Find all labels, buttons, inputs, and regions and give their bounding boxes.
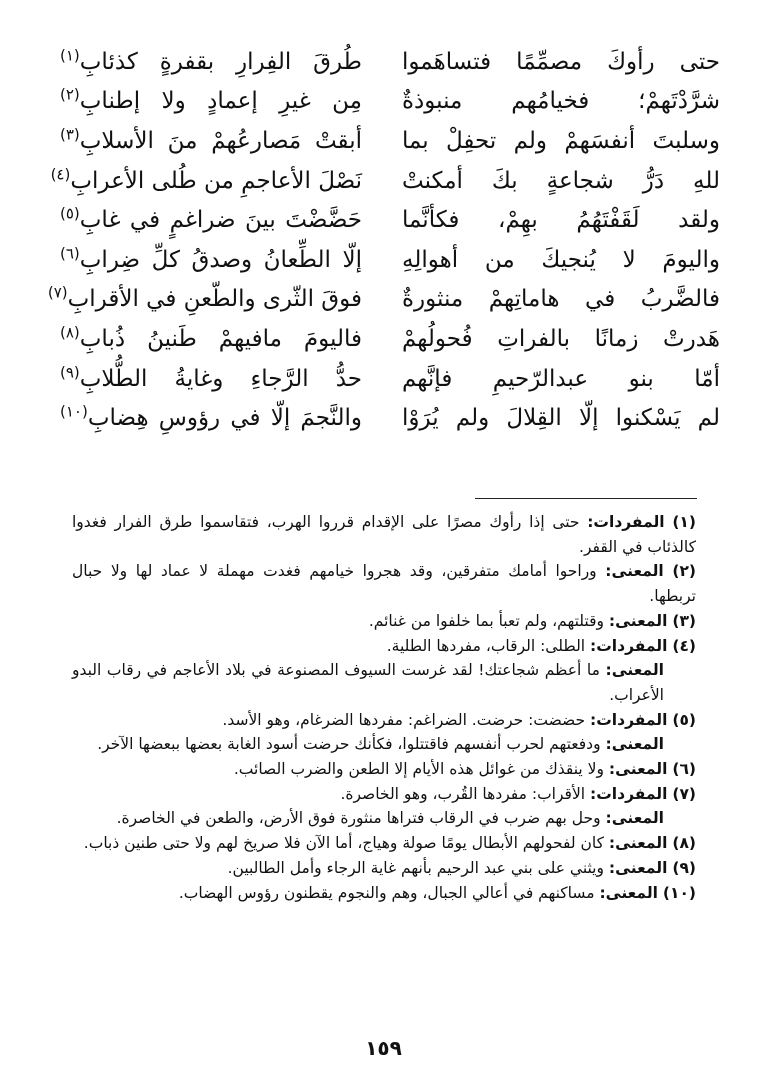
footnote-text: حضضت: حرضت. الضراغم: مفردها الضرغام، وهو الأسد. — [222, 710, 586, 729]
footnote — [72, 708, 696, 733]
verse-10-first-hemistich: لم يَسْكنوا إلّا القِلالَ ولم يُرَوْا — [402, 405, 720, 432]
poem — [47, 42, 720, 438]
verse-5-first-hemistich: ولقد لَقَفْتَهُمُ بهِمْ، فكأنَّما — [402, 207, 720, 234]
footnote — [72, 782, 696, 807]
footnote — [72, 559, 696, 608]
footnote — [72, 881, 696, 906]
verse-1 — [60, 42, 720, 82]
verse-6-second-hemistich — [60, 245, 362, 275]
verse-text: نَصْلَ الأعاجمِ من طُلى الأعرابِ — [70, 167, 362, 194]
footnote-label: المفردات: — [590, 636, 668, 655]
footnote-number: (٨) — [672, 834, 696, 853]
verse-5 — [60, 200, 720, 240]
footnote-number: (٢) — [672, 562, 696, 581]
verse-text: حَضَّضْتَ بينَ ضراغمٍ في غابِ — [79, 207, 362, 234]
footnote-label: المعنى: — [605, 661, 664, 680]
footnote-separator — [475, 498, 697, 499]
footnote-number: (٥) — [672, 710, 696, 729]
verse-3-second-hemistich — [60, 126, 362, 156]
verse-1-first-hemistich: حتى رأوكَ مصمِّمًا فتساهَموا — [402, 48, 720, 75]
footnote — [72, 634, 696, 659]
footnote-text: الأقراب: مفردها القُرب، وهو الخاصرة. — [340, 784, 586, 803]
footnote-text: ويثني على بني عبد الرحيم بأنهم غاية الرجاء وأمل الطالبين. — [227, 858, 604, 877]
verse-4 — [50, 161, 720, 201]
footnote-label: المعنى: — [608, 834, 668, 853]
footnote-text: كان لفحولهم الأبطال يومًا صولة وهياج، أما الآن فلا صريخ لهم ولا حتى طنين ذباب. — [83, 834, 604, 853]
footnote-number: (٣) — [672, 611, 696, 630]
footnote-label: المعنى: — [605, 562, 664, 581]
footnote-ref: (٦) — [60, 244, 80, 263]
footnotes — [72, 510, 696, 905]
footnote-label: المعنى: — [605, 809, 664, 828]
footnote-number: (٦) — [672, 760, 696, 779]
verse-10-second-hemistich — [60, 403, 362, 433]
footnote — [72, 806, 696, 831]
verse-2 — [60, 82, 720, 122]
verse-9 — [60, 359, 720, 399]
verse-text: فاليومَ مافيهمْ طَنينُ ذُبابِ — [79, 325, 362, 352]
verse-4-first-hemistich: للهِ دَرُّ شجاعةٍ بكَ أمكنتْ — [402, 167, 720, 194]
verse-2-second-hemistich — [60, 86, 362, 116]
footnote-label: المعنى: — [608, 858, 668, 877]
verse-4-second-hemistich — [50, 164, 362, 196]
footnote-ref: (٧) — [47, 283, 68, 302]
verse-text: حدُّ الرَّجاءِ وغايةُ الطُّلابِ — [79, 365, 362, 392]
footnote-text: وحل بهم ضرب في الرقاب فتراها منثورة فوق الأرض، والطعن في الخاصرة. — [116, 809, 601, 828]
footnote-number: (٤) — [672, 636, 696, 655]
verse-8-second-hemistich — [60, 324, 362, 354]
footnote-text: مساكنهم في أعالي الجبال، وهم والنجوم يقطنون رؤوس الهضاب. — [178, 883, 595, 902]
footnote-ref: (٣) — [60, 125, 80, 144]
footnote — [72, 510, 696, 559]
footnote — [72, 658, 696, 707]
footnote-label: المفردات: — [590, 710, 668, 729]
footnote-text: وراحوا أمامك متفرقين، وقد هجروا خيامهم فغدت مهملة لا عماد لها ولا حبال تربطها. — [72, 562, 696, 606]
footnote — [72, 732, 696, 757]
footnote-ref: (١٠) — [60, 402, 88, 421]
footnote — [72, 609, 696, 634]
verse-7-first-hemistich: فالضَّربُ في هاماتِهمْ منثورةٌ — [402, 286, 720, 313]
footnote-label: المعنى: — [605, 735, 664, 754]
verse-2-first-hemistich: شرَّدْتَهمْ؛ فخيامُهم منبوذةٌ — [402, 88, 720, 115]
verse-text: مِن غيرِ إعمادٍ ولا إطنابِ — [79, 88, 362, 115]
verse-9-second-hemistich — [60, 364, 362, 394]
footnote — [72, 856, 696, 881]
footnote-number: (١) — [672, 513, 696, 531]
footnote-ref: (٨) — [60, 323, 80, 342]
footnote-label: المفردات: — [587, 513, 665, 531]
footnote-label: المفردات: — [590, 784, 668, 803]
verse-text: أبقتْ مَصارعُهمْ منَ الأسلابِ — [79, 127, 362, 154]
footnote-label: المعنى: — [608, 611, 668, 630]
footnote-number: (٧) — [672, 784, 696, 803]
footnote-label: المعنى: — [599, 883, 658, 902]
footnote-ref: (٥) — [60, 204, 80, 223]
verse-3-first-hemistich: وسلبتَ أنفسَهمْ ولم تحفِلْ بما — [402, 127, 720, 154]
verse-3 — [60, 121, 720, 161]
verse-8 — [60, 319, 720, 359]
footnote-ref: (٤) — [50, 164, 71, 183]
verse-text: فوقَ الثّرى والطّعنِ في الأقرابِ — [67, 286, 362, 313]
verse-text: والنَّجمَ إلّا في رؤوسِ هِضابِ — [87, 405, 362, 432]
footnote — [72, 757, 696, 782]
verse-7-second-hemistich — [47, 283, 362, 314]
footnote-label: المعنى: — [608, 760, 668, 779]
verse-5-second-hemistich — [60, 205, 362, 235]
verse-7 — [47, 280, 720, 320]
page-number: ١٥٩ — [365, 1036, 402, 1060]
verse-text: إلّا الطِّعانُ وصدقُ كلِّ ضِرابِ — [79, 246, 362, 273]
footnote-text: ودفعتهم لحرب أنفسهم فاقتتلوا، فكأنك حرضت أسود الغابة بعضها ببعضها الآخر. — [97, 735, 601, 754]
footnote — [72, 831, 696, 856]
verse-1-second-hemistich — [60, 47, 362, 77]
footnote-text: حتى إذا رأوك مصرًا على الإقدام قرروا الهرب، فتقاسموا طرق الفرار فغدوا كالذئاب في القفر. — [72, 513, 696, 556]
footnote-ref: (٩) — [60, 362, 80, 381]
verse-text: طُرقَ الفِرارِ بقفرةٍ كذئابِ — [79, 48, 362, 75]
footnote-ref: (٢) — [60, 85, 80, 104]
footnote-text: ما أعظم شجاعتك! لقد غرست السيوف المصنوعة في بلاد الأعاجم في رقاب البدو الأعراب. — [72, 661, 664, 704]
footnote-number: (١٠) — [662, 883, 696, 902]
footnote-number: (٩) — [672, 858, 696, 877]
verse-10 — [60, 398, 720, 438]
footnote-ref: (١) — [60, 46, 80, 65]
verse-9-first-hemistich: أمّا بنو عبدالرّحيمِ فإنَّهم — [402, 365, 720, 392]
footnote-text: الطلى: الرقاب، مفردها الطلية. — [386, 636, 586, 655]
verse-6-first-hemistich: واليومَ لا يُنجيكَ من أهوالِهِ — [402, 246, 720, 273]
verse-6 — [60, 240, 720, 280]
footnote-text: ولا ينقذك من غوائل هذه الأيام إلا الطعن والضرب الصائب. — [233, 760, 604, 779]
verse-8-first-hemistich: هَدرتْ زمانًا بالفراتِ فُحولُهمْ — [402, 325, 720, 352]
footnote-text: وقتلتهم، ولم تعبأ بما خلفوا من غنائم. — [368, 611, 604, 630]
